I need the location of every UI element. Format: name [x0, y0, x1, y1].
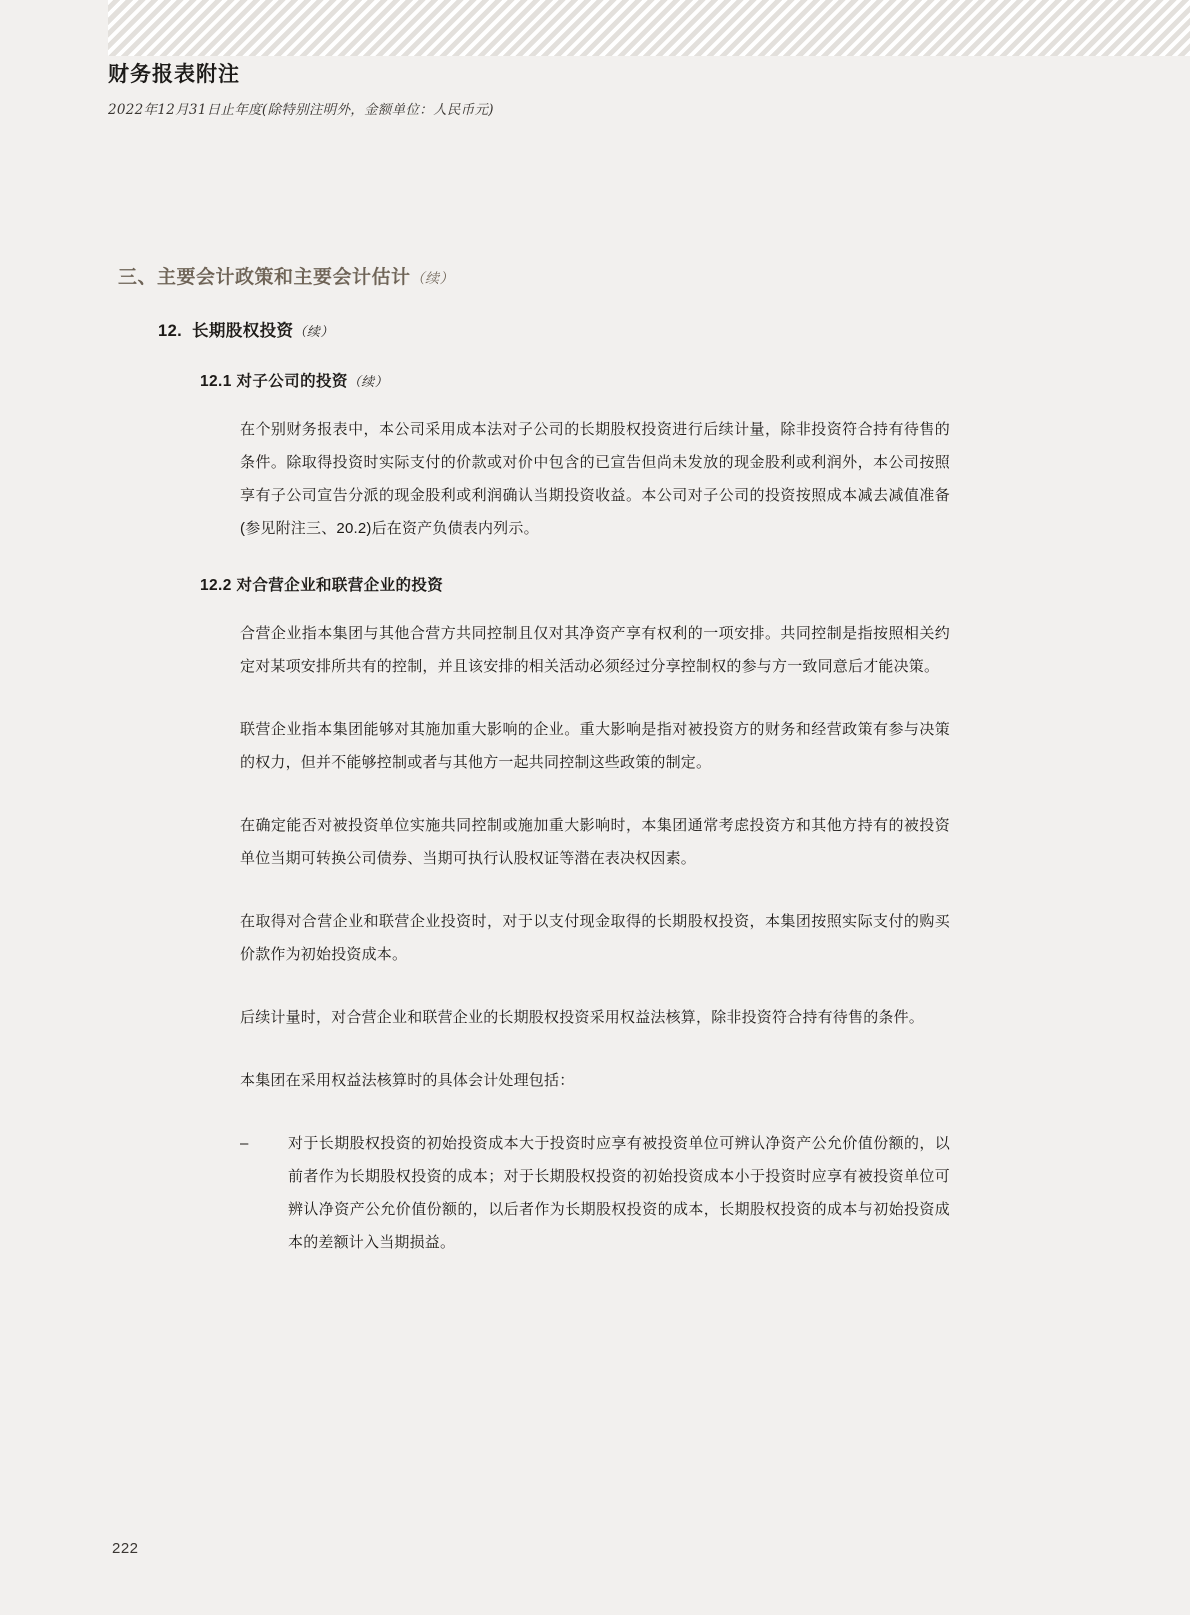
item-title: 长期股权投资	[192, 322, 294, 340]
paragraph-12-2-5: 后续计量时，对合营企业和联营企业的长期股权投资采用权益法核算，除非投资符合持有待售的条件。	[240, 1009, 925, 1026]
item-heading	[158, 317, 1190, 341]
subsection-heading-12-1	[200, 369, 1190, 391]
item-continued: （续）	[293, 324, 334, 339]
document-content	[0, 262, 1190, 1259]
paragraph-12-2-4: 在取得对合营企业和联营企业投资时，对于以支付现金取得的长期股权投资，本集团按照实际支付的购买价款作为初始投资成本。	[240, 913, 950, 963]
page-title: 财务报表附注	[108, 61, 240, 86]
decorative-hatch-band	[108, 0, 1190, 56]
paragraph-12-2-6: 本集团在采用权益法核算时的具体会计处理包括：	[240, 1072, 575, 1089]
paragraph-12-2-2: 联营企业指本集团能够对其施加重大影响的企业。重大影响是指对被投资方的财务和经营政策有参与决策的权力，但并不能够控制或者与其他方一起共同控制这些政策的制定。	[240, 721, 950, 771]
list-item-marker: –	[240, 1135, 249, 1152]
item-number: 12.	[158, 322, 183, 340]
subsection-heading-12-2	[200, 573, 1190, 595]
subsection-12-1-continued: （续）	[347, 374, 388, 389]
page-subtitle: 2022年12月31日止年度(除特别注明外，金额单位：人民币元)	[108, 102, 494, 118]
page-header	[108, 58, 1108, 118]
subsection-12-2-title: 12.2 对合营企业和联营企业的投资	[200, 577, 444, 594]
list-item	[240, 1127, 950, 1259]
section-heading-continued: （续）	[410, 270, 455, 286]
page-number: 222	[112, 1540, 139, 1557]
paragraph-12-1: 在个别财务报表中，本公司采用成本法对子公司的长期股权投资进行后续计量，除非投资符合持有待售的条件。除取得投资时实际支付的价款或对价中包含的已宣告但尚未发放的现金股利或利润外，本公司按照享有子公司宣告分派的现金股利或利润确认当期投资收益。本公司对子公司的投资按照成本减去减值准备(参见附注三、20.2)后在资产负债表内列示。	[240, 421, 950, 537]
section-heading	[118, 262, 1190, 289]
section-heading-text: 三、主要会计政策和主要会计估计	[118, 267, 411, 288]
subsection-12-1-title: 12.1 对子公司的投资	[200, 373, 348, 390]
list-item-text: 对于长期股权投资的初始投资成本大于投资时应享有被投资单位可辨认净资产公允价值份额的，以前者作为长期股权投资的成本；对于长期股权投资的初始投资成本小于投资时应享有被投资单位可辨认净资产公允价值份额的，以后者作为长期股权投资的成本，长期股权投资的成本与初始投资成本的差额计入当期损益。	[288, 1135, 950, 1251]
paragraph-12-2-3: 在确定能否对被投资单位实施共同控制或施加重大影响时，本集团通常考虑投资方和其他方持有的被投资单位当期可转换公司债券、当期可执行认股权证等潜在表决权因素。	[240, 817, 950, 867]
paragraph-12-2-1: 合营企业指本集团与其他合营方共同控制且仅对其净资产享有权利的一项安排。共同控制是指按照相关约定对某项安排所共有的控制，并且该安排的相关活动必须经过分享控制权的参与方一致同意后才能决策。	[240, 625, 950, 675]
